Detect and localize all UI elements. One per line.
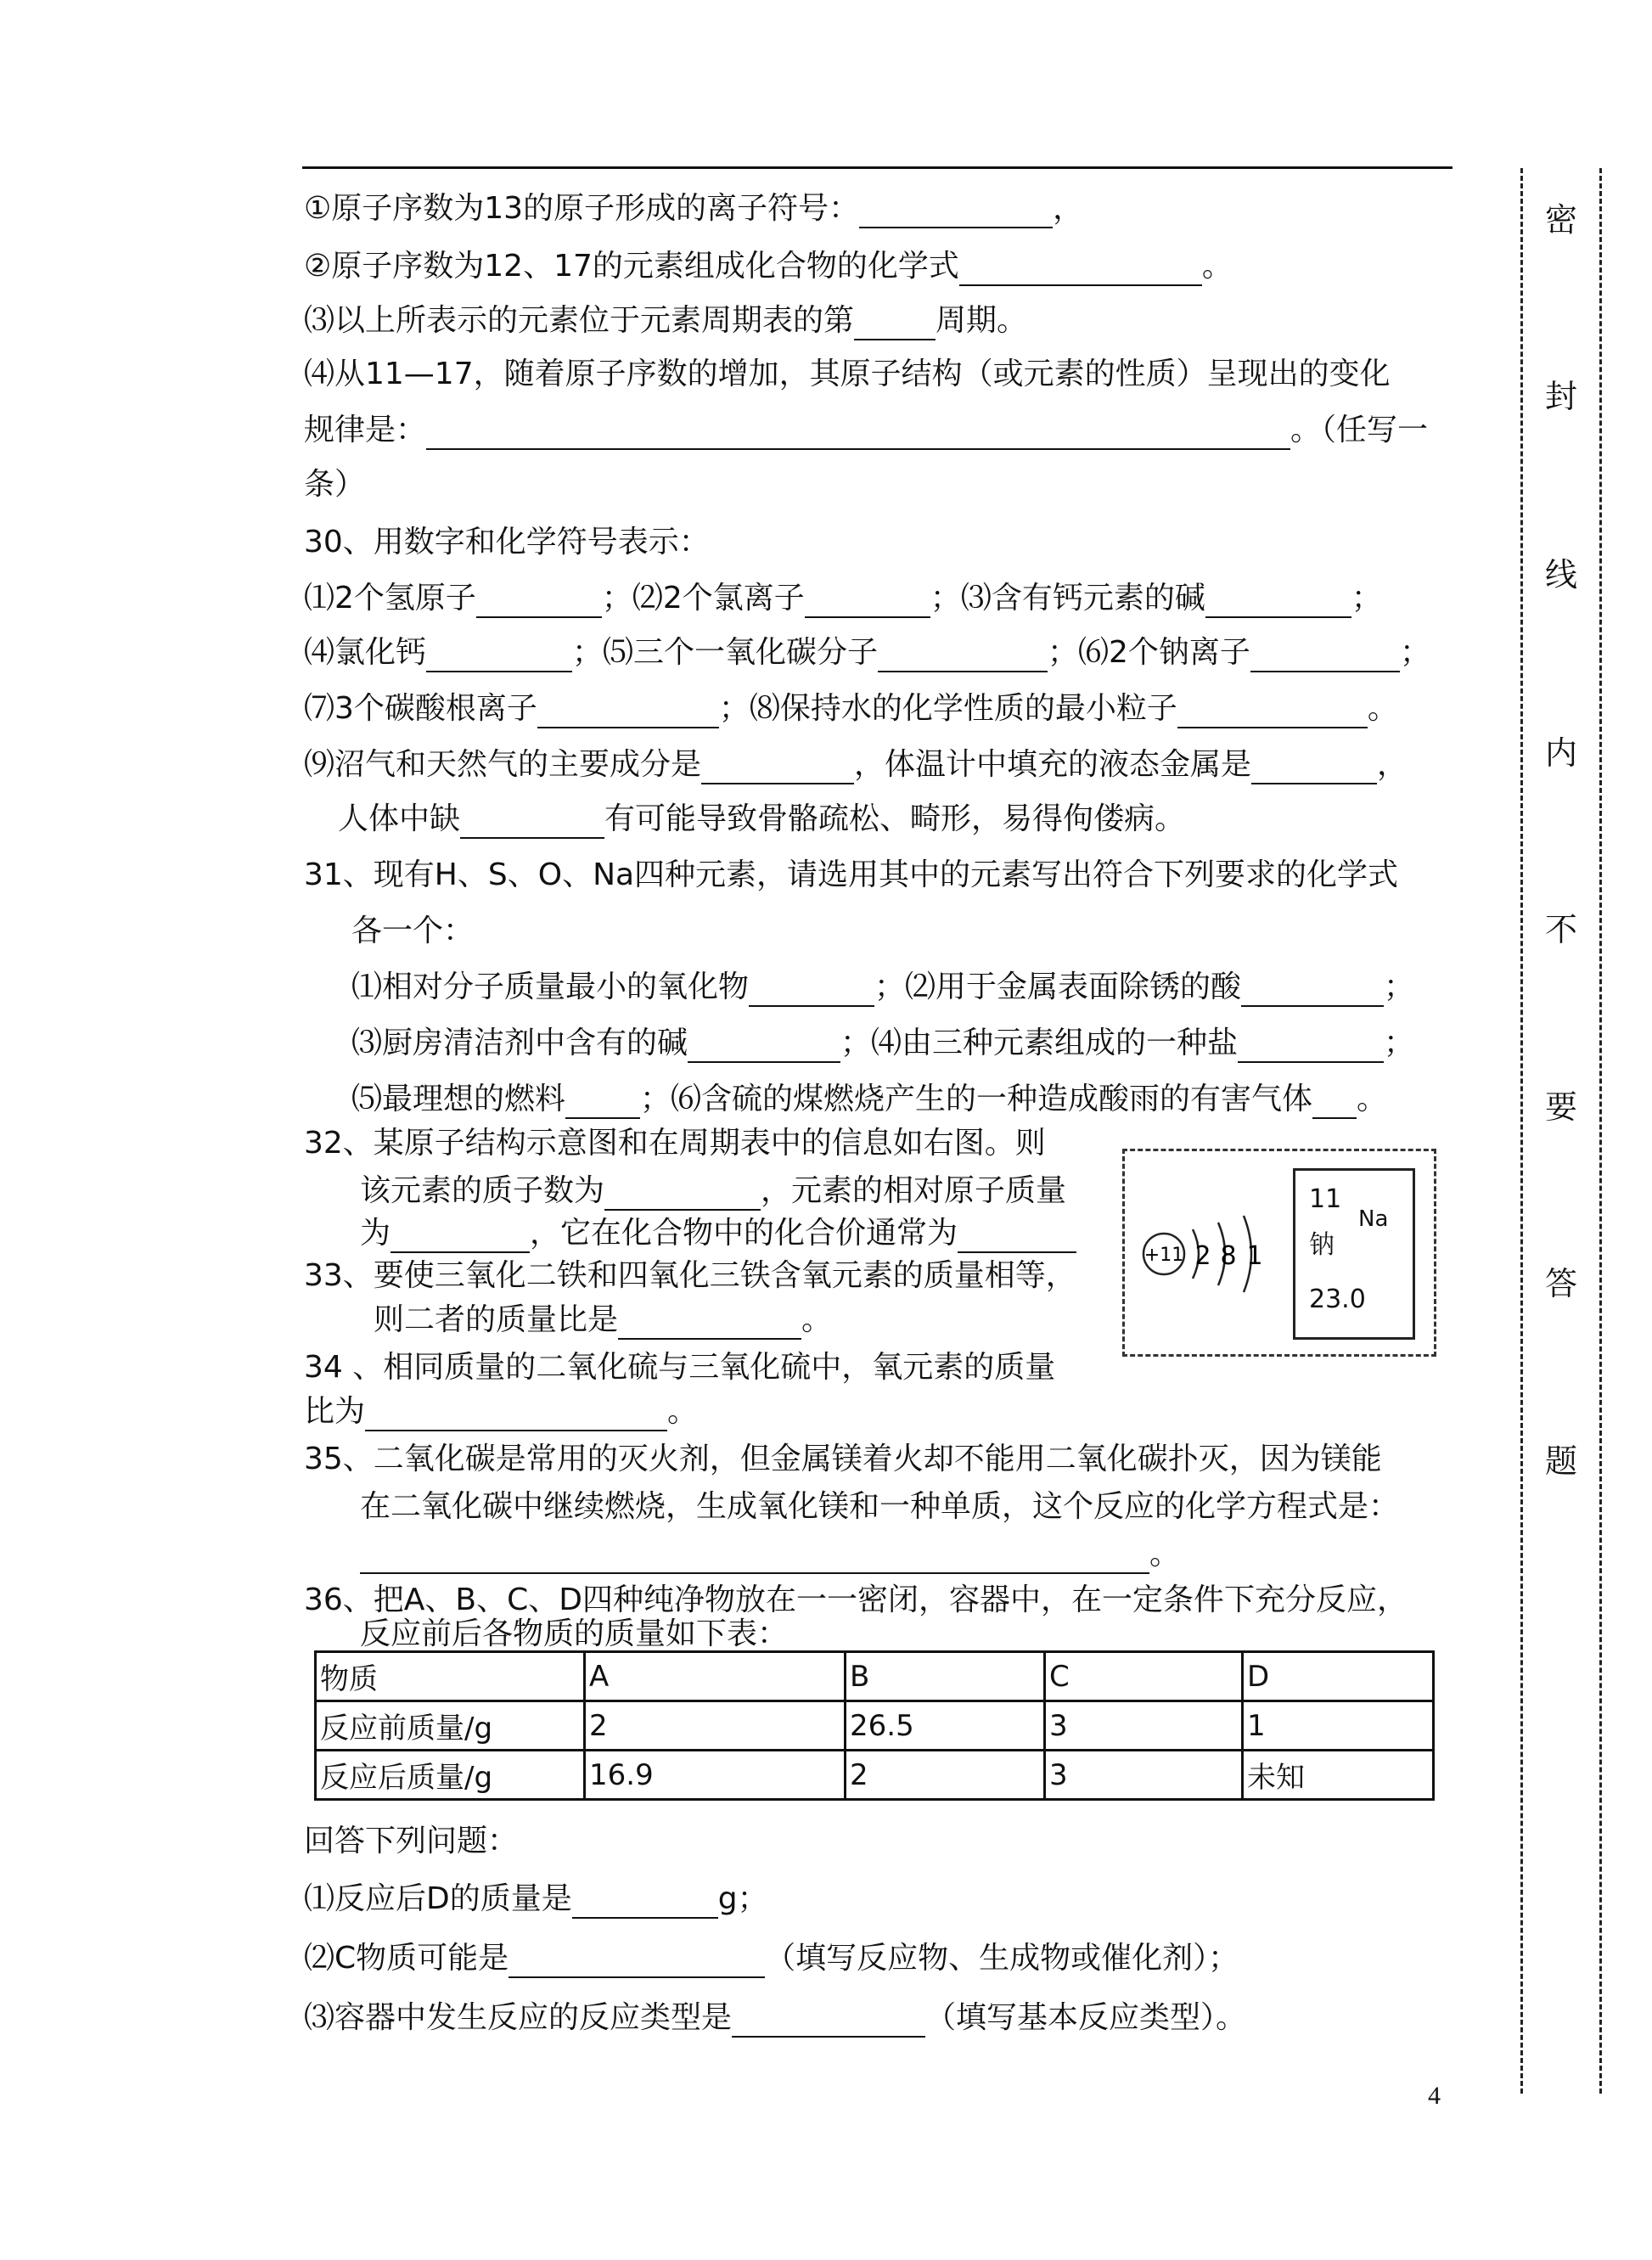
answer-blank[interactable]: [476, 587, 602, 618]
answer-blank[interactable]: [732, 2007, 925, 2038]
table-header-row: [316, 1652, 1434, 1701]
table-cell: 16.9: [585, 1751, 846, 1800]
q34-line-1: 34 、相同质量的二氧化硫与三氧化硫中，氧元素的质量: [304, 1350, 1056, 1385]
margin-char: 答: [1544, 1265, 1577, 1302]
answer-blank[interactable]: [509, 1948, 765, 1978]
shell-electrons: 2: [1194, 1241, 1211, 1271]
q30-line-2: ⑷氯化钙 ；⑸三个一氧化碳分子 ；⑹2个钠离子 ；: [304, 633, 1430, 672]
element-name: 钠: [1309, 1230, 1335, 1260]
answer-blank[interactable]: [688, 1032, 840, 1063]
answer-blank[interactable]: [360, 1543, 1149, 1574]
answer-blank[interactable]: [1177, 698, 1368, 728]
answer-blank[interactable]: [878, 642, 1048, 672]
answer-blank[interactable]: [1238, 1032, 1384, 1063]
margin-char: 内: [1544, 734, 1577, 772]
periodic-table-cell: [1293, 1168, 1415, 1340]
margin-char: 要: [1544, 1088, 1577, 1126]
q36-line-2: 反应前后各物质的质量如下表：: [360, 1616, 789, 1651]
binding-line-left: [1520, 168, 1523, 2094]
q35-line-1: 35、二氧化碳是常用的灭火剂，但金属镁着火却不能用二氧化碳扑灭，因为镁能: [304, 1442, 1382, 1476]
margin-char: 密: [1544, 201, 1577, 239]
q31-line-1: ⑴相对分子质量最小的氧化物 ；⑵用于金属表面除锈的酸 ；: [351, 968, 1414, 1007]
atomic-mass: 23.0: [1309, 1285, 1366, 1314]
q31-line-3: ⑸最理想的燃料 ；⑹含硫的煤燃烧产生的一种造成酸雨的有害气体 。: [351, 1080, 1387, 1119]
q29-line-4: ⑷从11—17，随着原子序数的增加，其原子结构（或元素的性质）呈现出的变化: [304, 357, 1391, 391]
answer-blank[interactable]: [1241, 976, 1384, 1007]
q32-line-1: 32、某原子结构示意图和在周期表中的信息如右图。则: [304, 1126, 1046, 1161]
table-row: [316, 1701, 1434, 1751]
answer-blank[interactable]: [618, 1309, 801, 1340]
q31-title-2: 各一个：: [351, 914, 475, 948]
q36-line-1: 36、把A、B、C、D四种纯净物放在一一密闭，容器中，在一定条件下充分反应，: [304, 1583, 1408, 1617]
table-cell: D: [1243, 1652, 1434, 1701]
q29-line-6: 条）: [304, 467, 366, 502]
answer-blank[interactable]: [565, 1088, 640, 1119]
q30-line-1: ⑴2个氢原子 ；⑵2个氯离子 ；⑶含有钙元素的碱 ；: [304, 579, 1382, 618]
table-cell: 2: [846, 1751, 1045, 1800]
table-cell: 反应前质量/g: [316, 1701, 585, 1751]
q29-line-2: ②原子序数为12、17的元素组成化合物的化学式 。: [304, 247, 1233, 286]
answer-blank[interactable]: [1205, 587, 1351, 618]
q29-line-5: 规律是： 。（任写一: [304, 411, 1428, 450]
table-cell: 物质: [316, 1652, 585, 1701]
q30-line-3: ⑺3个碳酸根离子 ；⑻保持水的化学性质的最小粒子 。: [304, 689, 1398, 728]
q34-line-2: 比为 。: [304, 1392, 698, 1431]
answer-blank[interactable]: [859, 198, 1053, 228]
answer-blank[interactable]: [1250, 642, 1400, 672]
table-cell: 3: [1045, 1701, 1243, 1751]
answer-blank[interactable]: [572, 1888, 718, 1919]
answer-blank[interactable]: [701, 754, 854, 784]
table-cell: A: [585, 1652, 846, 1701]
q36-answer-title: 回答下列问题：: [304, 1824, 519, 1858]
binding-margin: [1520, 168, 1602, 2094]
answer-blank[interactable]: [391, 1223, 530, 1253]
answer-blank[interactable]: [604, 1180, 761, 1211]
sodium-figure: [1122, 1149, 1436, 1357]
q30-title: 30、用数字和化学符号表示：: [304, 525, 710, 559]
answer-blank[interactable]: [749, 976, 874, 1007]
q31-title: 31、现有H、S、O、Na四种元素，请选用其中的元素写出符合下列要求的化学式: [304, 857, 1399, 892]
table-cell: 反应后质量/g: [316, 1751, 585, 1800]
margin-char: 封: [1544, 378, 1577, 415]
q35-line-2: 在二氧化碳中继续燃烧，生成氧化镁和一种单质，这个反应的化学方程式是：: [360, 1489, 1400, 1524]
header-rule: [302, 166, 1453, 169]
q29-line-1: ①原子序数为13的原子形成的离子符号： ，: [304, 189, 1083, 228]
answer-blank[interactable]: [426, 642, 572, 672]
q32-line-2: 该元素的质子数为 ，元素的相对原子质量: [360, 1172, 1066, 1211]
page-number: 4: [1428, 2082, 1441, 2110]
mass-table: [314, 1650, 1435, 1801]
table-cell: 2: [585, 1701, 846, 1751]
q36-answer-1: ⑴反应后D的质量是 g；: [304, 1880, 768, 1919]
q29-line-3: ⑶以上所表示的元素位于元素周期表的第 周期。: [304, 301, 1027, 340]
element-symbol: Na: [1358, 1206, 1389, 1232]
answer-blank[interactable]: [959, 256, 1202, 286]
table-cell: C: [1045, 1652, 1243, 1701]
q35-line-3: 。: [360, 1535, 1180, 1574]
answer-blank[interactable]: [460, 808, 604, 839]
q36-answer-3: ⑶容器中发生反应的反应类型是 （填写基本反应类型）。: [304, 1999, 1246, 2038]
answer-blank[interactable]: [958, 1223, 1076, 1253]
answer-blank[interactable]: [1251, 754, 1377, 784]
shell-electrons: 8: [1220, 1241, 1237, 1271]
table-cell: B: [846, 1652, 1045, 1701]
nucleus-charge: +11: [1143, 1245, 1184, 1266]
atomic-number: 11: [1309, 1184, 1342, 1214]
answer-blank[interactable]: [854, 310, 936, 340]
q36-answer-2: ⑵C物质可能是 （填写反应物、生成物或催化剂）；: [304, 1939, 1239, 1978]
binding-line-right: [1599, 168, 1602, 2094]
answer-blank[interactable]: [365, 1401, 667, 1431]
table-cell: 3: [1045, 1751, 1243, 1800]
table-cell: 1: [1243, 1701, 1434, 1751]
table-cell: 未知: [1243, 1751, 1434, 1800]
table-row: [316, 1751, 1434, 1800]
margin-char: 线: [1544, 556, 1577, 593]
q30-line-4: ⑼沼气和天然气的主要成分是 ，体温计中填充的液态金属是 ，: [304, 745, 1408, 784]
q30-line-5: 人体中缺 有可能导致骨骼疏松、畸形，易得佝偻病。: [338, 800, 1185, 839]
answer-blank[interactable]: [537, 698, 719, 728]
answer-blank[interactable]: [1312, 1088, 1357, 1119]
q33-line-2: 则二者的质量比是 。: [374, 1301, 832, 1340]
q33-line-1: 33、要使三氧化二铁和四氧化三铁含氧元素的质量相等，: [304, 1258, 1076, 1293]
shell-electrons: 1: [1246, 1241, 1263, 1271]
table-cell: 26.5: [846, 1701, 1045, 1751]
margin-char: 不: [1544, 911, 1577, 948]
answer-blank[interactable]: [805, 587, 930, 618]
margin-char: 题: [1544, 1442, 1577, 1480]
q32-line-3: 为 ，它在化合物中的化合价通常为: [360, 1214, 1076, 1253]
answer-blank[interactable]: [426, 419, 1290, 450]
q31-line-2: ⑶厨房清洁剂中含有的碱 ；⑷由三种元素组成的一种盐 ；: [351, 1024, 1414, 1063]
